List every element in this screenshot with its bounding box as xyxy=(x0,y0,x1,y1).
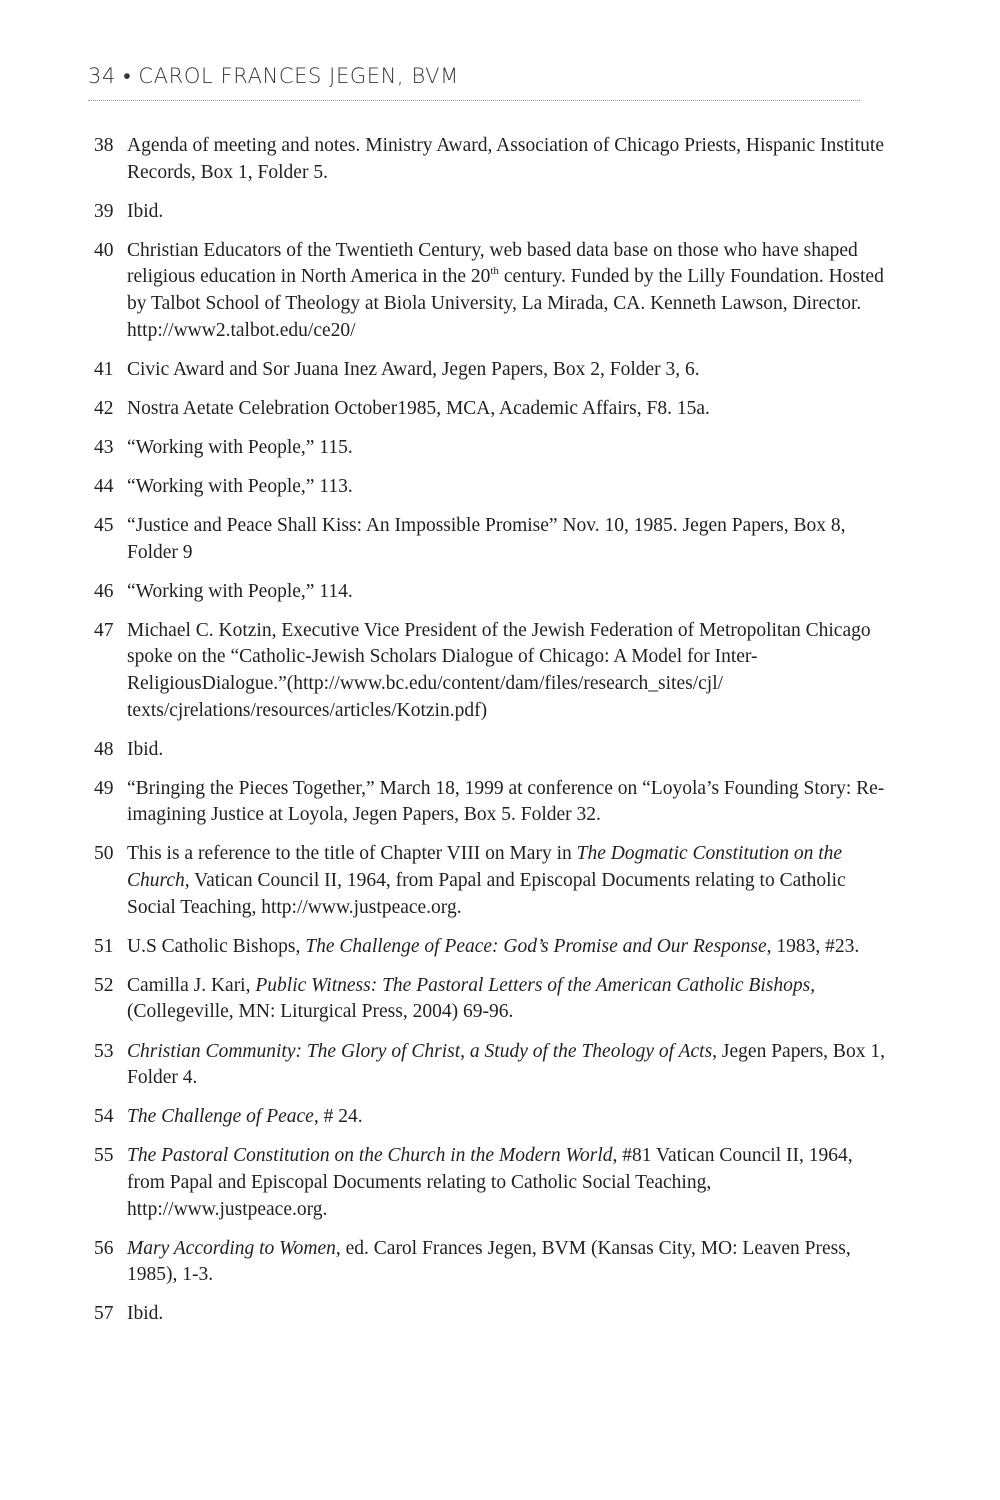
endnote-text xyxy=(127,973,894,1026)
endnote-text-part: , #81 Vatican Council II, 1964, from Papal and Episcopal Documents relating to Catholic Social Teaching, http://www.justpeace.org. xyxy=(127,1145,853,1220)
endnote xyxy=(94,973,894,1026)
endnote-text: “Working with People,” 114. xyxy=(127,580,353,602)
endnote xyxy=(94,1301,894,1328)
endnote-text xyxy=(127,934,894,961)
endnote-number: 57 xyxy=(94,1303,114,1325)
endnote-number: 52 xyxy=(94,974,114,996)
endnote-number: 49 xyxy=(94,777,114,799)
endnote xyxy=(94,934,894,961)
endnote-text: “Working with People,” 115. xyxy=(127,436,353,458)
italic-title: Christian Community: The Glory of Christ, a Study of the Theology of Acts xyxy=(127,1040,713,1062)
endnote-text: Ibid. xyxy=(127,1303,164,1325)
endnote-text-part: U.S Catholic Bishops, xyxy=(127,935,306,957)
endnote-number: 45 xyxy=(94,515,114,537)
endnote-number: 46 xyxy=(94,580,114,602)
endnotes-list xyxy=(94,133,894,1340)
endnote-number: 42 xyxy=(94,397,114,419)
endnote-text: Nostra Aetate Celebration October1985, MCA, Academic Affairs, F8. 15a. xyxy=(127,397,710,419)
endnote-number: 50 xyxy=(94,843,114,865)
endnote-number: 43 xyxy=(94,436,114,458)
endnote xyxy=(94,513,894,566)
endnote-text-part: Christian Educators of the Twentieth Century, web based data base on those who have shaped religious education in North America in the 20 xyxy=(127,239,858,288)
endnote-number: 55 xyxy=(94,1145,114,1167)
endnote-text-part: , Jegen Papers, Box 1, Folder 4. xyxy=(127,1040,885,1089)
endnote-text xyxy=(127,1104,894,1131)
endnote-text-part: , 1983, #23. xyxy=(766,935,860,957)
endnote-text xyxy=(127,238,894,344)
endnote-number: 38 xyxy=(94,135,114,156)
endnote xyxy=(94,133,894,186)
endnote-text: Agenda of meeting and notes. Ministry Award, Association of Chicago Priests, Hispanic Institute Records, Box 1, Folder 5. xyxy=(127,135,884,183)
endnote-text xyxy=(127,841,894,921)
endnote xyxy=(94,1143,894,1223)
endnote-text-part: , (Collegeville, MN: Liturgical Press, 2004) 69-96. xyxy=(127,974,816,1023)
endnote-text xyxy=(127,1039,894,1092)
endnote xyxy=(94,396,894,423)
endnote xyxy=(94,238,894,344)
endnote-number: 48 xyxy=(94,738,114,760)
endnote-text: Civic Award and Sor Juana Inez Award, Jegen Papers, Box 2, Folder 3, 6. xyxy=(127,358,700,380)
running-head: 34 • CAROL FRANCES JEGEN, BVM xyxy=(88,64,459,88)
endnote-number: 41 xyxy=(94,358,114,380)
endnote-number: 51 xyxy=(94,935,114,957)
endnote-text: “Working with People,” 113. xyxy=(127,475,353,497)
endnote-number: 44 xyxy=(94,475,114,497)
endnote-number: 56 xyxy=(94,1237,114,1259)
endnote xyxy=(94,1039,894,1092)
italic-title: The Pastoral Constitution on the Church in the Modern World xyxy=(127,1145,613,1167)
endnote xyxy=(94,1236,894,1289)
endnote-text xyxy=(127,1143,894,1223)
endnote-number: 47 xyxy=(94,619,114,641)
endnote-number: 53 xyxy=(94,1040,114,1062)
endnote-text xyxy=(127,1236,894,1289)
endnote-text-part: , # 24. xyxy=(313,1106,363,1128)
endnote xyxy=(94,1104,894,1131)
endnote-number: 40 xyxy=(94,239,114,261)
italic-title: The Dogmatic Constitution on the Church xyxy=(127,843,843,892)
endnote-text: “Justice and Peace Shall Kiss: An Impossible Promise” Nov. 10, 1985. Jegen Papers, Box 8, Folder 9 xyxy=(127,515,846,563)
endnote-text-part: century. Funded by the Lilly Foundation. Hosted by Talbot School of Theology at Biola University, La Mirada, CA. Kenneth Lawson, Director. http://www2.talbot.edu/ce20/ xyxy=(127,266,884,341)
endnote xyxy=(94,474,894,501)
endnote xyxy=(94,737,894,764)
endnote-text: Ibid. xyxy=(127,738,164,760)
superscript: th xyxy=(490,265,499,278)
endnote-number: 39 xyxy=(94,200,114,222)
endnote-text-part: , Vatican Council II, 1964, from Papal and Episcopal Documents relating to Catholic Social Teaching, http://www.justpeace.org. xyxy=(127,870,846,918)
italic-title: The Challenge of Peace: God’s Promise and Our Response xyxy=(305,935,767,957)
endnote-text: Michael C. Kotzin, Executive Vice President of the Jewish Federation of Metropolitan Chicago spoke on the “Catholic-Jewish Scholars Dialogue of Chicago: A Model for Inter-ReligiousDialogue.”(http://www.bc.edu/content/dam/files/research_sites/cjl/ texts/cjrelations/resources/articles/Kotzin.pdf) xyxy=(127,619,871,721)
endnote-text-part: This is a reference to the title of Chapter VIII on Mary in xyxy=(127,843,577,865)
endnote xyxy=(94,841,894,921)
italic-title: The Challenge of Peace xyxy=(127,1106,314,1128)
header-rule xyxy=(88,100,860,101)
endnote-text: Ibid. xyxy=(127,200,164,222)
endnote xyxy=(94,579,894,606)
endnote-number: 54 xyxy=(94,1106,114,1128)
endnote xyxy=(94,435,894,462)
endnote xyxy=(94,618,894,724)
italic-title: Mary According to Women xyxy=(127,1237,336,1259)
endnote xyxy=(94,199,894,226)
italic-title: Public Witness: The Pastoral Letters of the American Catholic Bishops xyxy=(255,974,811,996)
endnote-text: “Bringing the Pieces Together,” March 18, 1999 at conference on “Loyola’s Founding Story: Re-imagining Justice at Loyola, Jegen Papers, Box 5. Folder 32. xyxy=(127,777,885,826)
endnote xyxy=(94,776,894,829)
endnote-text-part: Camilla J. Kari, xyxy=(127,974,256,996)
endnote xyxy=(94,357,894,384)
endnote-text-part: , ed. Carol Frances Jegen, BVM (Kansas City, MO: Leaven Press, 1985), 1-3. xyxy=(127,1237,851,1286)
